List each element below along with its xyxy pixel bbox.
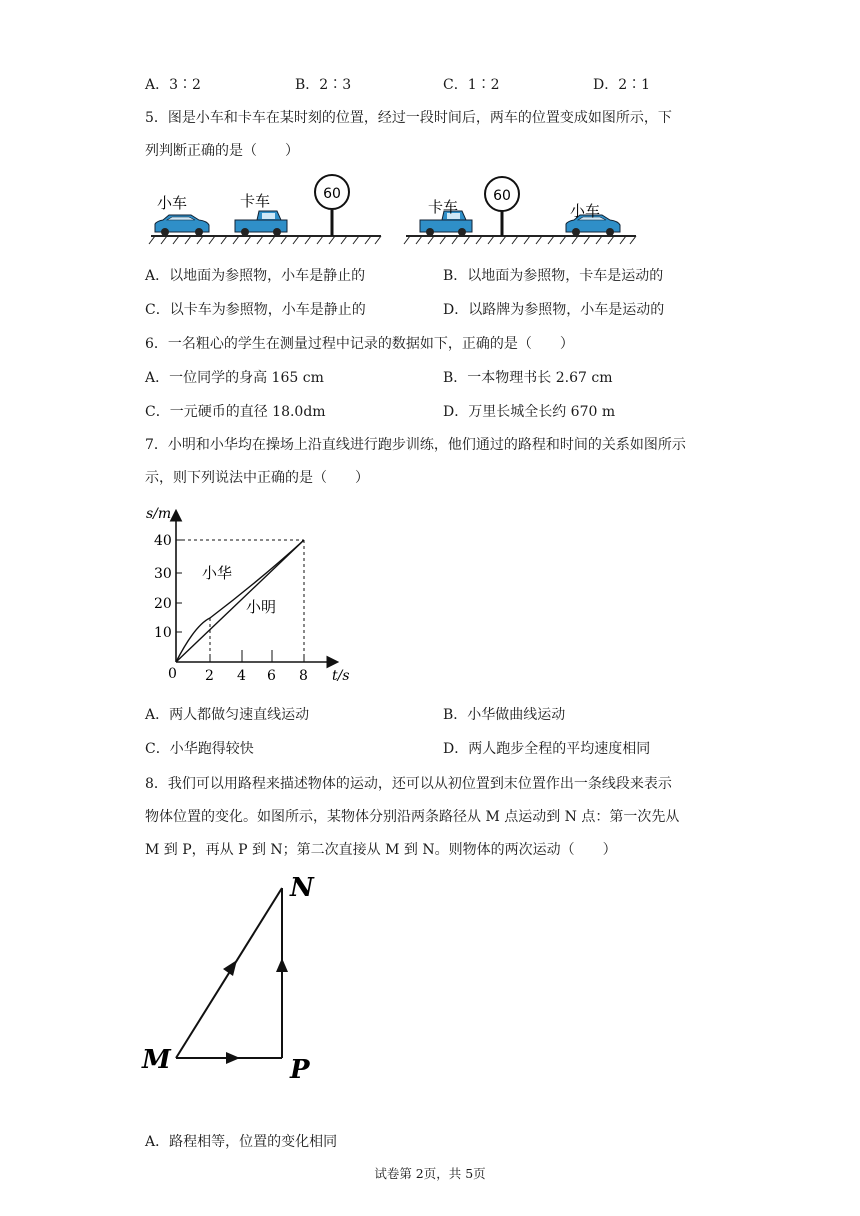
point-p-label: P <box>290 1055 310 1085</box>
q5-option-c: C．以卡车为参照物，小车是静止的 <box>145 302 366 318</box>
q5-option-d: D．以路牌为参照物，小车是运动的 <box>443 302 665 318</box>
q6-option-a: A．一位同学的身高 165 cm <box>145 370 324 386</box>
y-tick-40: 40 <box>154 533 172 549</box>
q5-stem-line2: 列判断正确的是（ ） <box>145 143 299 159</box>
q6-option-b: B．一本物理书长 2.67 cm <box>443 370 613 386</box>
sign-value-left: 60 <box>323 186 341 202</box>
q5-figure-before <box>145 172 390 252</box>
curve-xiaoming <box>176 540 304 662</box>
q7-option-b: B．小华做曲线运动 <box>443 707 566 723</box>
curve-label-xiaoming: 小明 <box>246 598 277 616</box>
q8-stem-line3: M 到 P，再从 P 到 N；第二次直接从 M 到 N。则物体的两次运动（ ） <box>145 842 617 858</box>
q4-option-c: C．1∶2 <box>443 77 500 93</box>
arrow-right-icon <box>226 1052 240 1064</box>
q7-distance-time-graph <box>140 500 360 690</box>
q5-figure-after <box>400 172 645 252</box>
label-car-left: 小车 <box>157 194 188 212</box>
x-tick-6: 6 <box>267 668 276 684</box>
curve-label-xiaohua: 小华 <box>202 564 233 582</box>
car-icon <box>155 215 209 236</box>
label-car-right: 小车 <box>570 202 601 220</box>
q8-displacement-figure <box>140 870 340 1085</box>
q4-option-a: A．3∶2 <box>145 77 201 93</box>
q7-option-d: D．两人跑步全程的平均速度相同 <box>443 741 651 757</box>
q4-option-d: D．2∶1 <box>593 77 651 93</box>
sign-value-right: 60 <box>493 188 511 204</box>
q6-option-c: C．一元硬币的直径 18.0dm <box>145 404 326 420</box>
x-tick-8: 8 <box>299 668 308 684</box>
q5-stem-line1: 5．图是小车和卡车在某时刻的位置，经过一段时间后，两车的位置变成如图所示，下 <box>145 110 672 126</box>
q6-option-d: D．万里长城全长约 670 m <box>443 404 616 420</box>
q7-stem-line2: 示，则下列说法中正确的是（ ） <box>145 470 369 486</box>
q5-option-b: B．以地面为参照物，卡车是运动的 <box>443 268 664 284</box>
arrow-diagonal-icon <box>223 960 237 976</box>
q8-stem-line2: 物体位置的变化。如图所示，某物体分别沿两条路径从 M 点运动到 N 点：第一次先从 <box>145 809 680 825</box>
y-axis-label: s/m <box>146 506 172 522</box>
x-tick-4: 4 <box>237 668 246 684</box>
label-truck-right: 卡车 <box>428 198 459 216</box>
q7-option-c: C．小华跑得较快 <box>145 741 254 757</box>
point-m-label: M <box>142 1045 171 1075</box>
q7-stem-line1: 7．小明和小华均在操场上沿直线进行跑步训练，他们通过的路程和时间的关系如图所示 <box>145 437 686 453</box>
x-tick-2: 2 <box>205 668 214 684</box>
truck-icon <box>235 211 287 236</box>
y-tick-10: 10 <box>154 625 172 641</box>
point-n-label: N <box>290 873 314 903</box>
y-tick-20: 20 <box>154 596 172 612</box>
q8-stem-line1: 8．我们可以用路程来描述物体的运动，还可以从初位置到末位置作出一条线段来表示 <box>145 776 672 792</box>
q5-option-a: A．以地面为参照物，小车是静止的 <box>145 268 366 284</box>
origin-label: 0 <box>168 666 177 682</box>
q6-stem: 6．一名粗心的学生在测量过程中记录的数据如下，正确的是（ ） <box>145 336 574 352</box>
x-axis-label: t/s <box>332 668 350 684</box>
speed-sign-icon <box>485 177 519 236</box>
q7-option-a: A．两人都做匀速直线运动 <box>145 707 310 723</box>
q4-option-b: B．2∶3 <box>295 77 352 93</box>
arrow-up-icon <box>276 958 288 972</box>
speed-sign-icon <box>315 175 349 236</box>
q8-option-a: A．路程相等，位置的变化相同 <box>145 1134 338 1150</box>
page-footer: 试卷第 2页，共 5页 <box>374 1166 486 1181</box>
y-tick-30: 30 <box>154 566 172 582</box>
label-truck-left: 卡车 <box>240 192 271 210</box>
